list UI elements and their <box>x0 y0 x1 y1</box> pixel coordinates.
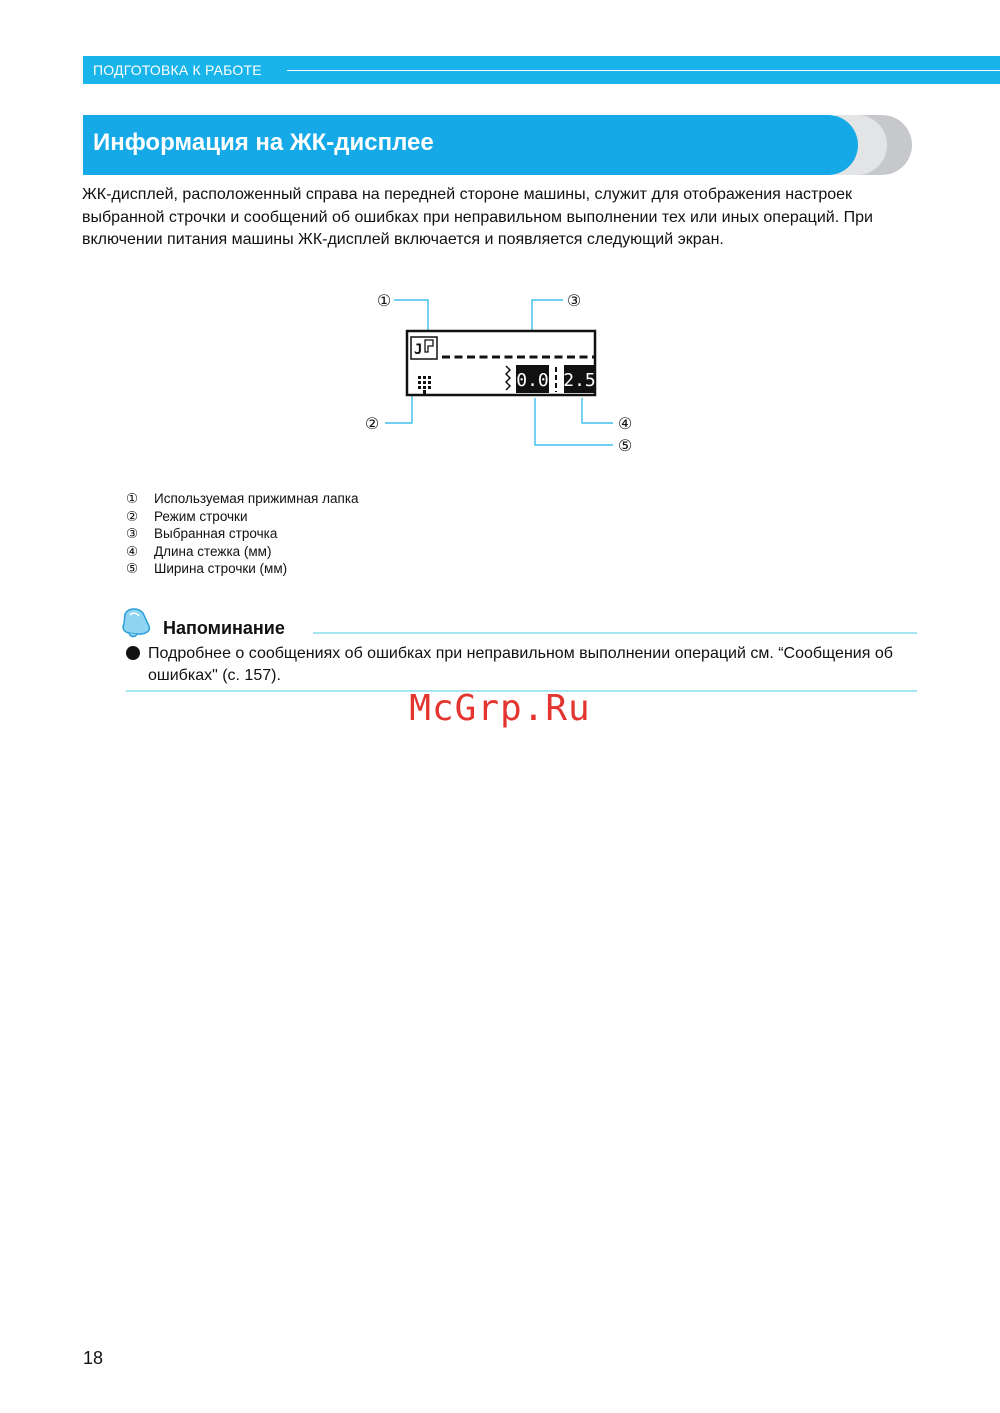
lcd-diagram <box>360 288 650 458</box>
callout-line-4 <box>582 398 613 423</box>
bullet-icon <box>126 646 140 660</box>
legend-text: Ширина строчки (мм) <box>154 561 288 577</box>
callout-5: ⑤ <box>617 436 633 455</box>
legend-item <box>126 490 359 508</box>
legend-number: ③ <box>126 526 139 542</box>
presser-foot-code: J <box>414 342 423 358</box>
header-rule <box>287 70 1000 71</box>
callout-3: ③ <box>566 291 582 310</box>
legend-item <box>126 508 359 526</box>
callout-4: ④ <box>617 414 633 433</box>
callout-line-5 <box>535 398 613 445</box>
page-title: Информация на ЖК-дисплее <box>93 129 434 156</box>
note-rule-top <box>313 632 917 634</box>
legend-item <box>126 543 359 561</box>
legend-number: ⑤ <box>126 561 139 577</box>
legend-item <box>126 560 359 578</box>
lcd-legend <box>126 490 359 578</box>
section-title: ПОДГОТОВКА К РАБОТЕ <box>93 62 262 78</box>
intro-paragraph: ЖК-дисплей, расположенный справа на передней стороне машины, служит для отображения настроек выбранной строчки и сообщений об ошибках при неправильном выполнении тех или иных операций. При включении питания машины ЖК-дисплей включается и появляется следующий экран. <box>82 186 873 248</box>
note-text: Подробнее о сообщениях об ошибках при неправильном выполнении операций см. “Сообщения об ошибках" (с. 157). <box>148 645 893 684</box>
legend-text: Используемая прижимная лапка <box>154 491 359 506</box>
length-value: 2.5 <box>563 370 596 391</box>
page-title-bar <box>83 115 858 175</box>
page-number: 18 <box>83 1348 104 1368</box>
bell-icon <box>118 605 154 641</box>
callout-2: ② <box>364 414 380 433</box>
legend-text: Длина стежка (мм) <box>154 543 272 559</box>
legend-text: Режим строчки <box>154 508 248 524</box>
legend-number: ④ <box>126 543 139 559</box>
note-title: Напоминание <box>163 618 285 638</box>
width-value: 0.0 <box>516 370 549 391</box>
legend-number: ② <box>126 508 139 524</box>
section-header-bar <box>83 56 1000 84</box>
legend-item <box>126 525 359 543</box>
callout-1: ① <box>376 291 392 310</box>
legend-text: Выбранная строчка <box>154 526 278 542</box>
watermark: McGrp.Ru <box>409 688 591 729</box>
legend-number: ① <box>126 491 139 506</box>
